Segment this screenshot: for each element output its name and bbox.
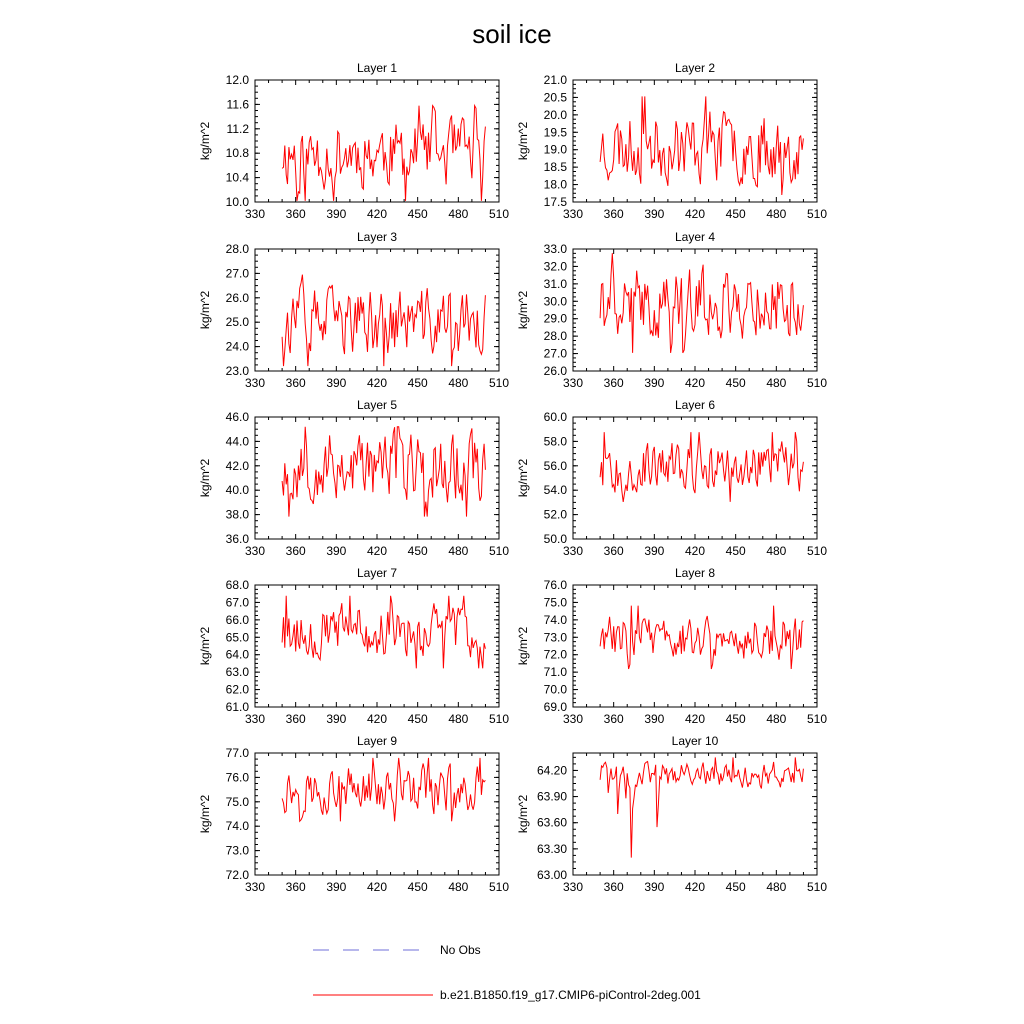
x-tick-label: 390 <box>326 544 347 558</box>
y-tick-label: 27.0 <box>543 346 567 361</box>
x-tick-label: 390 <box>644 544 665 558</box>
y-tick-label: 27.0 <box>225 266 249 281</box>
y-tick-label: 44.0 <box>225 434 249 449</box>
x-tick-label: 510 <box>488 712 510 726</box>
x-tick-label: 360 <box>603 544 624 558</box>
y-tick-label: 56.0 <box>543 458 567 473</box>
x-tick-label: 360 <box>285 207 306 221</box>
x-tick-label: 330 <box>562 880 584 894</box>
y-tick-label: 20.0 <box>543 107 567 122</box>
y-tick-label: 46.0 <box>225 410 249 424</box>
y-tick-label: 52.0 <box>543 507 567 522</box>
x-tick-label: 330 <box>244 544 266 558</box>
x-tick-label: 510 <box>806 376 828 390</box>
x-tick-label: 390 <box>326 376 347 390</box>
panel-1 <box>198 61 509 221</box>
y-tick-label: 10.4 <box>225 170 249 185</box>
y-axis-label: kg/m^2 <box>516 626 530 666</box>
x-tick-label: 360 <box>603 712 624 726</box>
x-tick-label: 450 <box>725 544 746 558</box>
x-tick-label: 450 <box>407 207 428 221</box>
legend <box>313 943 701 1002</box>
y-tick-label: 63.60 <box>536 815 567 830</box>
x-tick-label: 360 <box>285 712 306 726</box>
series-line <box>600 96 803 195</box>
series-line <box>282 758 485 821</box>
x-tick-label: 330 <box>562 544 584 558</box>
y-tick-label: 10.8 <box>225 146 249 161</box>
y-tick-label: 66.0 <box>225 612 249 627</box>
y-axis-label: kg/m^2 <box>198 794 212 834</box>
x-tick-label: 420 <box>366 880 388 894</box>
panel-title: Layer 9 <box>356 734 398 748</box>
x-tick-label: 360 <box>603 880 624 894</box>
y-tick-label: 38.0 <box>225 507 249 522</box>
y-tick-label: 77.0 <box>225 746 249 760</box>
x-tick-label: 420 <box>684 207 706 221</box>
y-tick-label: 50.0 <box>543 532 567 546</box>
y-tick-label: 29.0 <box>543 311 567 326</box>
x-tick-label: 480 <box>766 712 787 726</box>
x-tick-label: 450 <box>725 207 746 221</box>
y-tick-label: 36.0 <box>225 532 249 546</box>
y-tick-label: 26.0 <box>225 290 249 305</box>
plot-frame <box>255 249 499 371</box>
panel-9 <box>198 734 509 894</box>
legend-obs-label: No Obs <box>440 943 481 957</box>
y-tick-label: 63.90 <box>536 789 567 804</box>
y-tick-label: 21.0 <box>543 73 567 87</box>
x-tick-label: 450 <box>725 712 746 726</box>
x-tick-label: 510 <box>488 544 510 558</box>
y-tick-label: 63.0 <box>225 665 249 680</box>
x-tick-label: 390 <box>644 376 665 390</box>
x-tick-label: 330 <box>562 207 584 221</box>
y-tick-label: 72.0 <box>225 868 249 882</box>
y-tick-label: 75.0 <box>225 794 249 809</box>
y-tick-label: 32.0 <box>543 259 567 274</box>
panel-grid <box>198 61 827 894</box>
y-tick-label: 73.0 <box>225 843 249 858</box>
y-tick-label: 76.0 <box>543 578 567 592</box>
y-tick-label: 23.0 <box>225 364 249 378</box>
y-axis-label: kg/m^2 <box>516 121 530 161</box>
y-axis-label: kg/m^2 <box>198 121 212 161</box>
panel-7 <box>198 566 509 726</box>
x-tick-label: 480 <box>766 376 787 390</box>
x-tick-label: 450 <box>725 880 746 894</box>
panel-title: Layer 7 <box>356 566 398 580</box>
x-tick-label: 330 <box>244 376 266 390</box>
y-axis-label: kg/m^2 <box>516 458 530 498</box>
panel-3 <box>198 230 509 390</box>
legend-model-label: b.e21.B1850.f19_g17.CMIP6-piControl-2deg.001 <box>440 988 701 1002</box>
x-tick-label: 510 <box>806 544 828 558</box>
y-tick-label: 30.0 <box>543 294 567 309</box>
x-tick-label: 480 <box>448 207 469 221</box>
x-tick-label: 420 <box>366 544 388 558</box>
x-tick-label: 480 <box>448 712 469 726</box>
y-tick-label: 65.0 <box>225 630 249 645</box>
y-tick-label: 33.0 <box>543 242 567 256</box>
y-tick-label: 64.0 <box>225 647 249 662</box>
x-tick-label: 480 <box>448 880 469 894</box>
y-axis-label: kg/m^2 <box>516 290 530 330</box>
x-tick-label: 510 <box>806 880 828 894</box>
x-tick-label: 450 <box>407 880 428 894</box>
panel-title: Layer 4 <box>674 230 716 244</box>
plot-frame <box>573 249 817 371</box>
panel-title: Layer 8 <box>674 566 716 580</box>
y-tick-label: 68.0 <box>225 578 249 592</box>
x-tick-label: 420 <box>684 544 706 558</box>
y-tick-label: 11.2 <box>226 121 249 136</box>
x-tick-label: 450 <box>725 376 746 390</box>
y-tick-label: 69.0 <box>543 700 567 714</box>
y-tick-label: 10.0 <box>225 195 249 209</box>
x-tick-label: 360 <box>285 880 306 894</box>
x-tick-label: 510 <box>488 376 510 390</box>
x-tick-label: 390 <box>644 207 665 221</box>
y-tick-label: 74.0 <box>543 612 567 627</box>
x-tick-label: 330 <box>562 376 584 390</box>
x-tick-label: 390 <box>326 880 347 894</box>
y-tick-label: 28.0 <box>543 329 567 344</box>
panel-title: Layer 2 <box>674 61 716 75</box>
y-axis-label: kg/m^2 <box>516 794 530 834</box>
panel-5 <box>198 398 509 558</box>
plot-frame <box>255 753 499 875</box>
x-tick-label: 420 <box>684 376 706 390</box>
y-tick-label: 67.0 <box>225 595 249 610</box>
panel-title: Layer 10 <box>671 734 719 748</box>
y-tick-label: 19.5 <box>543 125 567 140</box>
y-tick-label: 54.0 <box>543 483 567 498</box>
panel-title: Layer 6 <box>674 398 716 412</box>
y-tick-label: 63.00 <box>536 868 567 882</box>
y-tick-label: 25.0 <box>225 315 249 330</box>
series-line <box>600 253 803 353</box>
x-tick-label: 450 <box>407 376 428 390</box>
x-tick-label: 420 <box>366 207 388 221</box>
figure-title: soil ice <box>472 19 552 49</box>
y-tick-label: 62.0 <box>225 682 249 697</box>
y-tick-label: 17.5 <box>543 195 567 209</box>
y-tick-label: 75.0 <box>543 595 567 610</box>
y-tick-label: 63.30 <box>536 841 567 856</box>
y-axis-label: kg/m^2 <box>198 290 212 330</box>
x-tick-label: 420 <box>684 880 706 894</box>
series-line <box>600 757 803 857</box>
x-tick-label: 390 <box>644 880 665 894</box>
y-tick-label: 18.0 <box>543 177 567 192</box>
panel-6 <box>516 398 827 558</box>
y-tick-label: 60.0 <box>543 410 567 424</box>
y-tick-label: 70.0 <box>543 682 567 697</box>
x-tick-label: 480 <box>766 880 787 894</box>
x-tick-label: 360 <box>603 376 624 390</box>
y-tick-label: 20.5 <box>543 90 567 105</box>
plot-frame <box>573 80 817 202</box>
x-tick-label: 480 <box>766 544 787 558</box>
x-tick-label: 510 <box>806 207 828 221</box>
panel-10 <box>516 734 827 894</box>
x-tick-label: 420 <box>366 376 388 390</box>
y-tick-label: 71.0 <box>543 665 567 680</box>
x-tick-label: 330 <box>244 712 266 726</box>
x-tick-label: 390 <box>326 712 347 726</box>
panel-2 <box>516 61 827 221</box>
x-tick-label: 450 <box>407 544 428 558</box>
x-tick-label: 510 <box>806 712 828 726</box>
x-tick-label: 330 <box>244 880 266 894</box>
y-tick-label: 40.0 <box>225 483 249 498</box>
y-tick-label: 42.0 <box>225 458 249 473</box>
plot-frame <box>573 753 817 875</box>
x-tick-label: 510 <box>488 880 510 894</box>
y-tick-label: 31.0 <box>543 276 567 291</box>
series-line <box>282 106 485 201</box>
panel-title: Layer 5 <box>356 398 398 412</box>
series-line <box>282 275 485 367</box>
x-tick-label: 360 <box>285 544 306 558</box>
y-tick-label: 58.0 <box>543 434 567 449</box>
y-tick-label: 28.0 <box>225 242 249 256</box>
y-tick-label: 73.0 <box>543 630 567 645</box>
y-tick-label: 19.0 <box>543 142 567 157</box>
plot-frame <box>255 80 499 202</box>
y-axis-label: kg/m^2 <box>198 626 212 666</box>
series-line <box>600 606 803 669</box>
panel-title: Layer 3 <box>356 230 398 244</box>
x-tick-label: 390 <box>644 712 665 726</box>
x-tick-label: 480 <box>448 376 469 390</box>
y-tick-label: 61.0 <box>225 700 249 714</box>
x-tick-label: 510 <box>488 207 510 221</box>
y-tick-label: 72.0 <box>543 647 567 662</box>
panel-4 <box>516 230 827 390</box>
x-tick-label: 360 <box>285 376 306 390</box>
y-tick-label: 18.5 <box>543 160 567 175</box>
x-tick-label: 450 <box>407 712 428 726</box>
x-tick-label: 330 <box>244 207 266 221</box>
x-tick-label: 480 <box>766 207 787 221</box>
y-tick-label: 64.20 <box>536 763 567 778</box>
plot-frame <box>255 417 499 539</box>
series-line <box>282 596 485 669</box>
plot-frame <box>573 417 817 539</box>
y-tick-label: 24.0 <box>225 339 249 354</box>
y-tick-label: 74.0 <box>225 819 249 834</box>
y-tick-label: 12.0 <box>225 73 249 87</box>
x-tick-label: 360 <box>603 207 624 221</box>
panel-8 <box>516 566 827 726</box>
y-tick-label: 11.6 <box>226 97 249 112</box>
x-tick-label: 390 <box>326 207 347 221</box>
x-tick-label: 480 <box>448 544 469 558</box>
x-tick-label: 330 <box>562 712 584 726</box>
series-line <box>282 427 485 517</box>
y-tick-label: 76.0 <box>225 770 249 785</box>
x-tick-label: 420 <box>366 712 388 726</box>
panel-title: Layer 1 <box>356 61 398 75</box>
y-axis-label: kg/m^2 <box>198 458 212 498</box>
y-tick-label: 26.0 <box>543 364 567 378</box>
x-tick-label: 420 <box>684 712 706 726</box>
series-line <box>600 432 803 502</box>
